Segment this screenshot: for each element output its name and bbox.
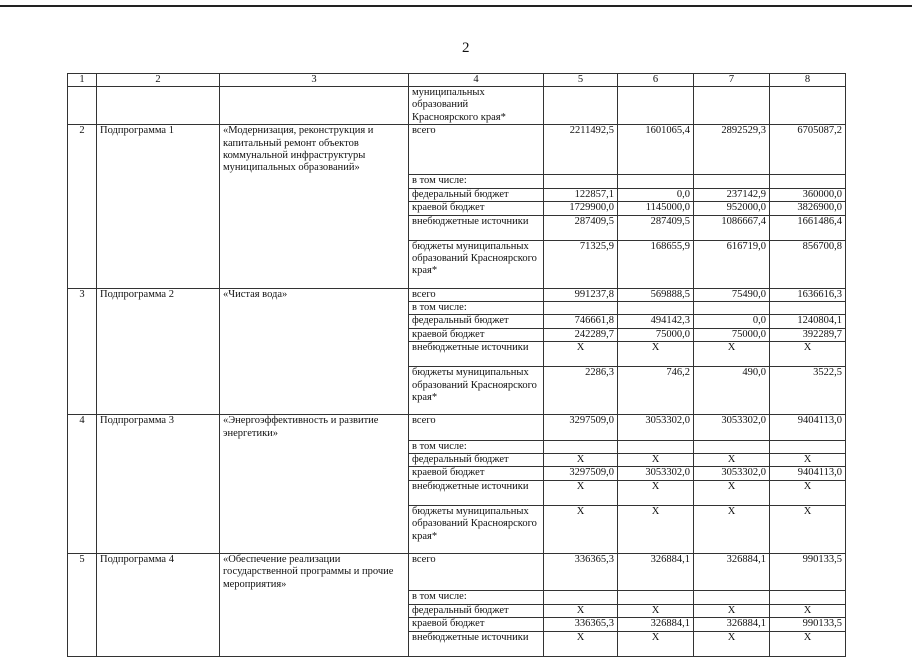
table-row: [68, 618, 846, 631]
column-header: 8: [770, 74, 846, 87]
value-cell: 3053302,0: [694, 467, 770, 480]
table-cell: [770, 87, 846, 125]
column-number-row: [68, 74, 846, 87]
value-cell: X: [694, 342, 770, 367]
value-cell: [770, 440, 846, 453]
value-cell: 6705087,2: [770, 125, 846, 175]
program-title: [220, 175, 409, 188]
table-row: [68, 415, 846, 440]
value-cell: 168655,9: [618, 240, 694, 288]
value-cell: 237142,9: [694, 188, 770, 201]
program-title: [220, 188, 409, 201]
table-row: [68, 188, 846, 201]
value-cell: 0,0: [694, 315, 770, 328]
continuation-line: муниципальных: [412, 87, 485, 98]
value-cell: 990133,5: [770, 553, 846, 591]
table-row: [68, 453, 846, 466]
value-cell: X: [618, 342, 694, 367]
value-cell: X: [618, 631, 694, 656]
table-row: [68, 215, 846, 240]
program-name: [97, 301, 220, 314]
value-cell: 1086667,4: [694, 215, 770, 240]
value-cell: 990133,5: [770, 618, 846, 631]
program-number: [68, 202, 97, 215]
continuation-line: образований: [412, 99, 469, 111]
value-cell: X: [770, 604, 846, 617]
value-cell: [694, 591, 770, 604]
table-cell: [618, 87, 694, 125]
value-cell: [544, 440, 618, 453]
program-title: [220, 328, 409, 341]
program-number: [68, 301, 97, 314]
table-cell: [220, 87, 409, 125]
program-number: [68, 467, 97, 480]
program-title: [220, 591, 409, 604]
program-number: [68, 240, 97, 288]
continuation-label: [409, 87, 544, 125]
value-cell: 2892529,3: [694, 125, 770, 175]
program-name: [97, 328, 220, 341]
value-cell: [770, 175, 846, 188]
value-cell: X: [618, 604, 694, 617]
value-cell: [544, 175, 618, 188]
value-cell: 569888,5: [618, 288, 694, 301]
program-title: [220, 342, 409, 367]
program-title: [220, 202, 409, 215]
value-cell: 2286,3: [544, 367, 618, 415]
value-cell: X: [618, 505, 694, 553]
value-cell: X: [694, 631, 770, 656]
funding-source: бюджеты муниципальных образований Красноярского края*: [409, 367, 544, 415]
column-header: 2: [97, 74, 220, 87]
program-number: [68, 328, 97, 341]
program-title: [220, 301, 409, 314]
funding-source: краевой бюджет: [409, 618, 544, 631]
program-title: [220, 604, 409, 617]
value-cell: 326884,1: [694, 618, 770, 631]
table-cell: [544, 87, 618, 125]
value-cell: [694, 440, 770, 453]
funding-source: в том числе:: [409, 175, 544, 188]
program-title: [220, 467, 409, 480]
value-cell: [544, 591, 618, 604]
program-name: [97, 467, 220, 480]
program-title: [220, 440, 409, 453]
value-cell: 1145000,0: [618, 202, 694, 215]
program-number: 5: [68, 553, 97, 591]
value-cell: 494142,3: [618, 315, 694, 328]
value-cell: 392289,7: [770, 328, 846, 341]
table-row: [68, 591, 846, 604]
program-number: [68, 315, 97, 328]
value-cell: X: [770, 453, 846, 466]
value-cell: 326884,1: [618, 553, 694, 591]
value-cell: X: [694, 453, 770, 466]
value-cell: 326884,1: [694, 553, 770, 591]
value-cell: X: [770, 631, 846, 656]
program-number: [68, 453, 97, 466]
column-header: 3: [220, 74, 409, 87]
funding-source: федеральный бюджет: [409, 604, 544, 617]
program-name: [97, 453, 220, 466]
value-cell: [770, 301, 846, 314]
program-name: Подпрограмма 1: [97, 125, 220, 175]
value-cell: 490,0: [694, 367, 770, 415]
value-cell: 1636616,3: [770, 288, 846, 301]
value-cell: X: [544, 480, 618, 505]
program-number: [68, 505, 97, 553]
program-name: [97, 188, 220, 201]
program-name: [97, 367, 220, 415]
program-title: «Модернизация, реконструкция и капитальный ремонт объектов коммунальной инфраструктуры муниципальных образований»: [220, 125, 409, 175]
funding-source: внебюджетные источники: [409, 631, 544, 656]
funding-source: внебюджетные источники: [409, 342, 544, 367]
value-cell: 71325,9: [544, 240, 618, 288]
value-cell: 1729900,0: [544, 202, 618, 215]
program-title: [220, 631, 409, 656]
value-cell: 3826900,0: [770, 202, 846, 215]
value-cell: [694, 301, 770, 314]
value-cell: [618, 301, 694, 314]
value-cell: 9404113,0: [770, 415, 846, 440]
column-header: 4: [409, 74, 544, 87]
funding-source: в том числе:: [409, 440, 544, 453]
table-row: [68, 202, 846, 215]
value-cell: [618, 175, 694, 188]
value-cell: 1601065,4: [618, 125, 694, 175]
program-title: «Чистая вода»: [220, 288, 409, 301]
value-cell: 746,2: [618, 367, 694, 415]
program-name: [97, 175, 220, 188]
value-cell: [618, 440, 694, 453]
value-cell: 9404113,0: [770, 467, 846, 480]
program-number: 3: [68, 288, 97, 301]
table-row: [68, 467, 846, 480]
table-row: [68, 604, 846, 617]
program-number: [68, 618, 97, 631]
value-cell: [770, 591, 846, 604]
value-cell: X: [694, 604, 770, 617]
value-cell: X: [544, 631, 618, 656]
funding-source: федеральный бюджет: [409, 188, 544, 201]
value-cell: 75490,0: [694, 288, 770, 301]
funding-source: федеральный бюджет: [409, 315, 544, 328]
continuation-row: [68, 87, 846, 125]
program-name: [97, 618, 220, 631]
program-number: [68, 342, 97, 367]
program-name: [97, 215, 220, 240]
funding-source: всего: [409, 415, 544, 440]
column-header: 7: [694, 74, 770, 87]
program-name: [97, 440, 220, 453]
program-title: [220, 367, 409, 415]
value-cell: 2211492,5: [544, 125, 618, 175]
program-title: [220, 480, 409, 505]
value-cell: 336365,3: [544, 553, 618, 591]
funding-source: внебюджетные источники: [409, 215, 544, 240]
program-title: «Энергоэффективность и развитие энергетики»: [220, 415, 409, 440]
value-cell: 75000,0: [694, 328, 770, 341]
value-cell: 1661486,4: [770, 215, 846, 240]
column-header: 6: [618, 74, 694, 87]
column-header: 1: [68, 74, 97, 87]
value-cell: 336365,3: [544, 618, 618, 631]
program-name: Подпрограмма 4: [97, 553, 220, 591]
program-title: [220, 240, 409, 288]
program-name: [97, 631, 220, 656]
table-row: [68, 480, 846, 505]
value-cell: X: [694, 480, 770, 505]
program-number: [68, 440, 97, 453]
value-cell: 75000,0: [618, 328, 694, 341]
value-cell: 360000,0: [770, 188, 846, 201]
continuation-line: Красноярского края*: [412, 111, 506, 123]
program-number: [68, 367, 97, 415]
table-row: [68, 240, 846, 288]
top-border-line: [0, 5, 912, 7]
funding-source: бюджеты муниципальных образований Красноярского края*: [409, 240, 544, 288]
program-number: [68, 215, 97, 240]
table-row: [68, 175, 846, 188]
value-cell: 746661,8: [544, 315, 618, 328]
program-number: 4: [68, 415, 97, 440]
page-number: 2: [462, 40, 470, 56]
value-cell: 287409,5: [544, 215, 618, 240]
value-cell: 3297509,0: [544, 415, 618, 440]
table-row: [68, 367, 846, 415]
table-row: [68, 301, 846, 314]
value-cell: 1240804,1: [770, 315, 846, 328]
value-cell: [694, 175, 770, 188]
program-title: [220, 453, 409, 466]
table-row: [68, 315, 846, 328]
value-cell: 3053302,0: [618, 467, 694, 480]
program-title: [220, 315, 409, 328]
program-name: [97, 604, 220, 617]
program-name: Подпрограмма 2: [97, 288, 220, 301]
table-cell: [68, 87, 97, 125]
value-cell: 3053302,0: [618, 415, 694, 440]
value-cell: 952000,0: [694, 202, 770, 215]
program-title: [220, 215, 409, 240]
value-cell: X: [770, 342, 846, 367]
table-row: [68, 288, 846, 301]
value-cell: X: [544, 505, 618, 553]
program-name: [97, 202, 220, 215]
funding-source: всего: [409, 553, 544, 591]
value-cell: 3522,5: [770, 367, 846, 415]
value-cell: 287409,5: [618, 215, 694, 240]
program-number: [68, 631, 97, 656]
budget-table: [67, 73, 846, 657]
program-name: [97, 240, 220, 288]
table-cell: [694, 87, 770, 125]
program-name: Подпрограмма 3: [97, 415, 220, 440]
funding-source: всего: [409, 288, 544, 301]
table-row: [68, 505, 846, 553]
value-cell: 616719,0: [694, 240, 770, 288]
funding-source: краевой бюджет: [409, 467, 544, 480]
funding-source: в том числе:: [409, 591, 544, 604]
value-cell: 856700,8: [770, 240, 846, 288]
table-row: [68, 553, 846, 591]
value-cell: X: [544, 453, 618, 466]
program-number: [68, 175, 97, 188]
table-cell: [97, 87, 220, 125]
column-header: 5: [544, 74, 618, 87]
funding-source: краевой бюджет: [409, 202, 544, 215]
value-cell: X: [618, 480, 694, 505]
program-name: [97, 480, 220, 505]
value-cell: 3053302,0: [694, 415, 770, 440]
program-name: [97, 505, 220, 553]
value-cell: X: [544, 604, 618, 617]
program-number: [68, 480, 97, 505]
value-cell: X: [618, 453, 694, 466]
table-row: [68, 342, 846, 367]
value-cell: [544, 301, 618, 314]
value-cell: 0,0: [618, 188, 694, 201]
value-cell: 242289,7: [544, 328, 618, 341]
funding-source: краевой бюджет: [409, 328, 544, 341]
program-title: [220, 505, 409, 553]
value-cell: 3297509,0: [544, 467, 618, 480]
program-number: 2: [68, 125, 97, 175]
program-title: [220, 618, 409, 631]
table-row: [68, 440, 846, 453]
table-row: [68, 631, 846, 656]
funding-source: федеральный бюджет: [409, 453, 544, 466]
funding-source: всего: [409, 125, 544, 175]
funding-source: в том числе:: [409, 301, 544, 314]
program-number: [68, 591, 97, 604]
value-cell: 326884,1: [618, 618, 694, 631]
value-cell: 122857,1: [544, 188, 618, 201]
value-cell: X: [770, 480, 846, 505]
program-number: [68, 188, 97, 201]
program-name: [97, 591, 220, 604]
program-name: [97, 315, 220, 328]
funding-source: внебюджетные источники: [409, 480, 544, 505]
table-row: [68, 125, 846, 175]
program-name: [97, 342, 220, 367]
table-row: [68, 328, 846, 341]
value-cell: [618, 591, 694, 604]
program-title: «Обеспечение реализации государственной программы и прочие мероприятия»: [220, 553, 409, 591]
program-number: [68, 604, 97, 617]
value-cell: 991237,8: [544, 288, 618, 301]
value-cell: X: [694, 505, 770, 553]
funding-source: бюджеты муниципальных образований Красноярского края*: [409, 505, 544, 553]
value-cell: X: [544, 342, 618, 367]
value-cell: X: [770, 505, 846, 553]
